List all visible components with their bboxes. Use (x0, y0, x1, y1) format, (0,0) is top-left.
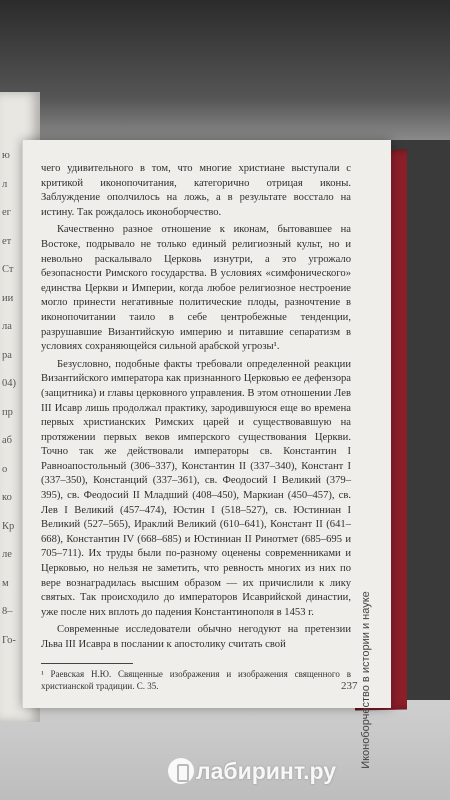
left-page-fragment: пр (2, 406, 13, 418)
left-page-fragment: ет (2, 235, 12, 247)
paragraph-3: Безусловно, подобные факты требовали определенной реакции Византийского императора как признанного Церковью ее дефензора (защитника) и главы церковного управления. В этом отношении Лев III Исавр лишь продолжал практику, зародившуюся еще во времена первых христианских Римских царей и существовавшую на протяжении первых веков имперского существования Церкви. Точно так же действовали императоры св. Константин I Равноапостольный (306–337), Константин II (337–340), Констант I (337–350), Констанций (337–361), св. Феодосий I Великий (379–395), св. Феодосий II Младший (408–450), Маркиан (450–457), св. Лев I Великий (457–474), Юстин I (518–527), св. Юстиниан I Великий (527–565), Ираклий Великий (610–641), Констант II (641–668), Константин IV (668–685) и Юстиниан II Ринотмет (685–695 и 705–711). Их труды были по-разному оценены современниками и Церковью, но нельзя не заметить, что ревность многих из них по вере вознаградилась высшим образом — их причислили к лику святых. Так происходило до императоров Исаврийской династии, уже после них вплоть до падения Константинополя в 1453 г. (41, 358, 351, 618)
paragraph-2: Качественно разное отношение к иконам, бытовавшее на Востоке, подрывало не только единый религиозный культ, но и невольно раскалывало Церковь изнутри, а это угрожало безопасности Римского государства. В условиях «симфонического» единства Церкви и Империи, когда любое религиозное нестроение могло принести негативные политические плоды, разночтение в иконопочитании таило в себе центробежные тенденции, разрушавшие Византийскую империю и питавшие сепаратизм в условиях сохраняющейся сильной арабской угрозы¹. (41, 224, 351, 353)
left-page-fragment: л (2, 178, 8, 190)
left-page-fragment: ег (2, 207, 11, 218)
left-page-fragment: о (2, 463, 8, 475)
page-number: 237 (341, 680, 358, 692)
footnote: ¹ Раевская Н.Ю. Священные изображения и изображения священного в христианской традиции. С. 35. (41, 668, 351, 692)
running-head-label: Иконоборчество в истории и науке (360, 591, 372, 769)
left-page-fragment: м (2, 577, 9, 589)
left-page-fragment: 04) (2, 378, 16, 389)
watermark-logo-icon (168, 758, 194, 784)
left-page-fragment: Го- (2, 634, 16, 646)
left-page-fragment: ла (2, 321, 12, 332)
left-page-fragment: 8– (2, 606, 13, 617)
background-table (0, 700, 450, 800)
left-page-fragment: ко (2, 492, 12, 503)
left-page-fragment: ю (2, 150, 10, 161)
left-page-fragment: ии (2, 292, 14, 304)
watermark: лабиринт.ру (196, 758, 336, 784)
left-page-fragment: аб (2, 435, 13, 446)
body-text (41, 162, 351, 693)
right-page (22, 140, 391, 769)
background-top (0, 0, 450, 140)
left-page-fragment: Кр (2, 520, 15, 532)
running-head (359, 580, 373, 780)
paragraph-4: Современные исследователи обычно негодуют на претензии Льва III Исавра в послании к апостолику считать свой (41, 624, 351, 650)
left-page-fragment: Ст (2, 264, 14, 275)
footnote-rule (41, 663, 133, 664)
paragraph-1: чего удивительного в том, что многие христиане выступали с критикой иконопочитания, категорично отрицая иконы. Заблуждение ополчилось на ложь, а в результате восстало на истину. Так рождалось иконоборчество. (41, 163, 351, 218)
left-page-fragment: ле (2, 549, 12, 560)
left-page-fragment: ра (2, 349, 12, 361)
